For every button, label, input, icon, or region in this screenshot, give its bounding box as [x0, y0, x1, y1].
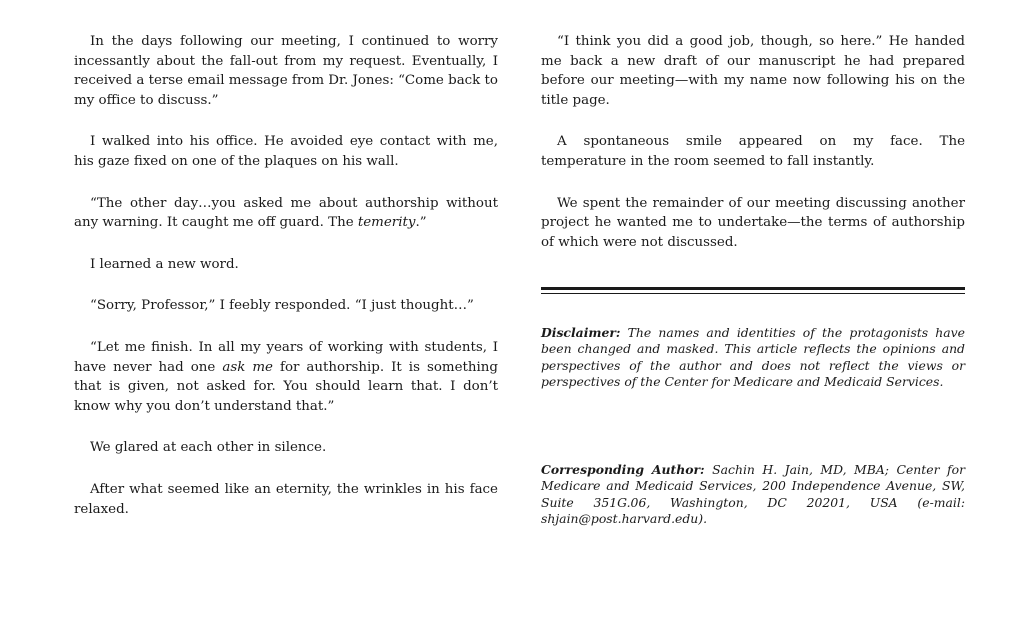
disclaimer-text: The names and identities of the protagonists have been changed and masked. This article reflects the opinions and perspectives of the author and does not reflect the views or perspectives of the Center for Medicare and Medicaid Services.: [541, 325, 965, 390]
divider-thin-line: [541, 293, 965, 294]
divider-thick-line: [541, 287, 965, 290]
section-divider: [541, 287, 965, 294]
paragraph: We spent the remainder of our meeting discussing another project he wanted me to undertake—the terms of authorship of which were not discussed.: [541, 195, 965, 250]
paragraph-text: for authorship. It is something that is given, not asked for. You should learn that. I don’t know why you don’t understand that.”: [74, 359, 498, 414]
paragraph-text: “Let me finish. In all my years of working with students, I have never had one: [74, 339, 498, 375]
paragraph: “I think you did a good job, though, so here.” He handed me back a new draft of our manuscript he had prepared before our meeting—with my name now following his on the title page.: [541, 34, 965, 108]
emphasized-word: ask me: [222, 359, 273, 375]
paragraph: I walked into his office. He avoided eye contact with me, his gaze fixed on one of the plaques on his wall.: [74, 134, 498, 169]
left-column: [74, 32, 498, 541]
paragraph: I learned a new word.: [90, 256, 239, 272]
right-column: [541, 32, 965, 274]
paragraph: [74, 338, 498, 416]
paragraph: After what seemed like an eternity, the wrinkles in his face relaxed.: [74, 481, 498, 517]
paragraph: “Sorry, Professor,” I feebly responded. “I just thought…”: [90, 298, 474, 314]
paragraph: We glared at each other in silence.: [90, 440, 327, 456]
corresponding-author-label: Corresponding Author:: [541, 462, 705, 477]
paragraph: [74, 194, 498, 233]
disclaimer-note: [541, 325, 965, 391]
paragraph-text: .”: [415, 215, 427, 231]
corresponding-author-text: Sachin H. Jain, MD, MBA; Center for Medicare and Medicaid Services, 200 Independence Avenue, SW, Suite 351G.06, Washington, DC 20201, USA (e-mail: shjain@post.harvard.edu).: [541, 462, 965, 527]
emphasized-word: temerity: [357, 215, 416, 231]
paragraph-text: “The other day…you asked me about authorship without any warning. It caught me off guard. The: [74, 195, 498, 231]
paragraph: A spontaneous smile appeared on my face. The temperature in the room seemed to fall instantly.: [541, 134, 965, 169]
disclaimer-label: Disclaimer:: [541, 325, 621, 340]
paragraph: In the days following our meeting, I continued to worry incessantly about the fall-out from my request. Eventually, I received a terse email message from Dr. Jones: “Come back to my office to discuss.”: [74, 34, 498, 108]
corresponding-author-note: [541, 462, 965, 528]
